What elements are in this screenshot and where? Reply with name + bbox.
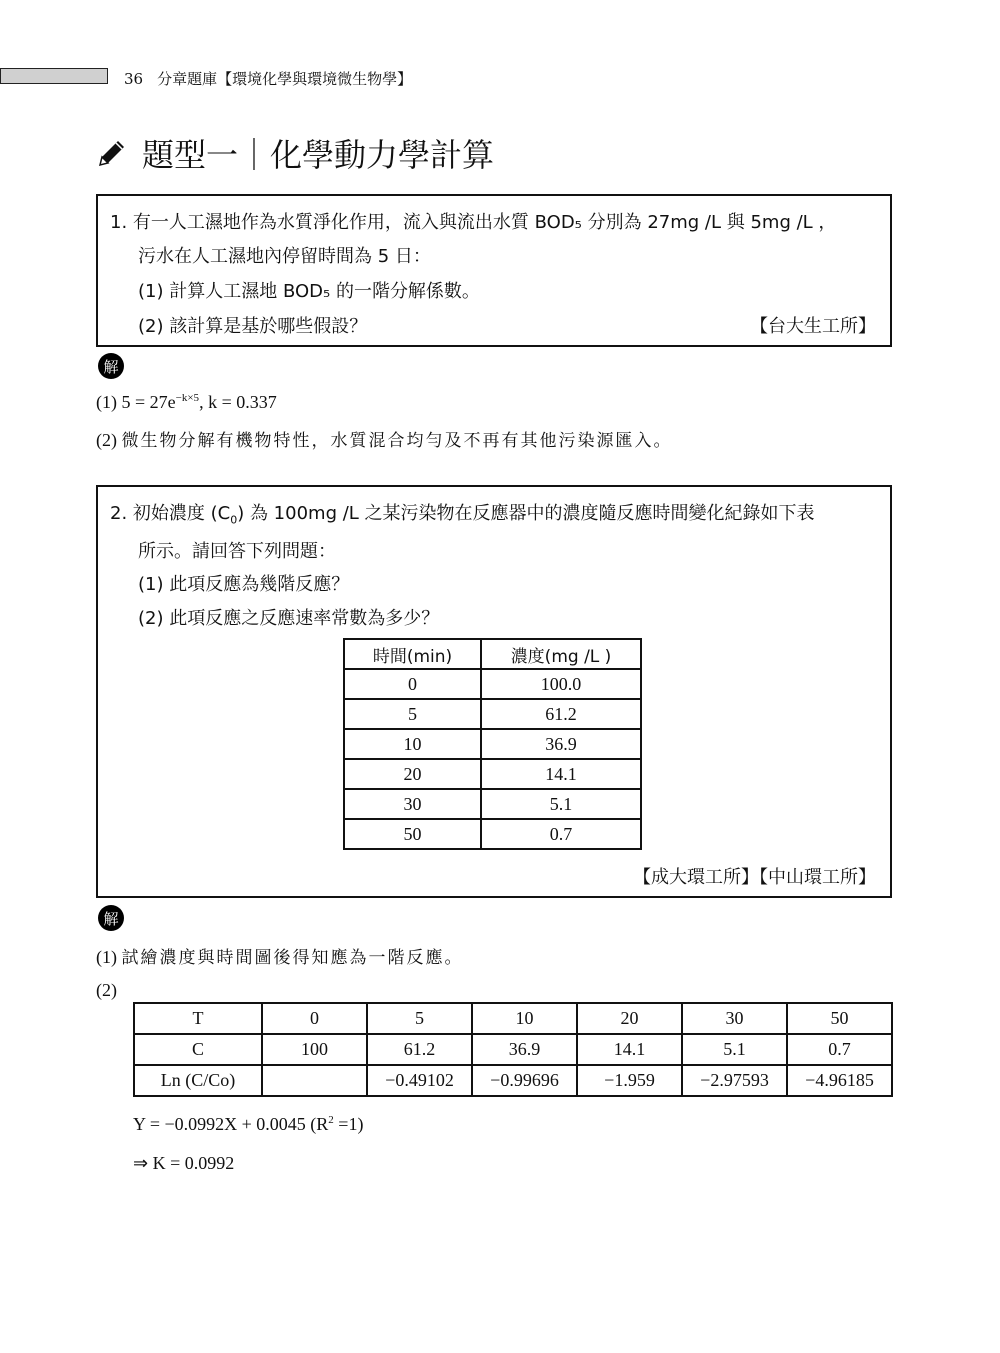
sol1-line-2-text: 微生物分解有機物特性，水質混合均勻及不再有其他污染源匯入。 (121, 431, 673, 451)
table-row (344, 759, 641, 789)
table-row (134, 1065, 892, 1096)
q1-source: 【台大生工所】 (750, 316, 876, 337)
table-cell: 14.1 (577, 1034, 682, 1065)
q2-line-1-post: ) 為 100mg /L 之某污染物在反應器中的濃度隨反應時間變化紀錄如下表 (237, 503, 815, 524)
table-cell: 0 (262, 1003, 367, 1034)
q2-line-2: 所示。請回答下列問題： (138, 541, 336, 562)
q2-source: 【成大環工所】【中山環工所】 (633, 867, 876, 888)
chapter-title: 分章題庫【環境化學與環境微生物學】 (157, 70, 413, 88)
cell-time: 5 (344, 699, 481, 729)
sol1-eq-post: , k = 0.337 (199, 392, 277, 412)
sol1-eq-exp: −k×5 (175, 392, 200, 404)
q2-part-2: (2) 此項反應之反應速率常數為多少？ (138, 608, 440, 629)
table-row (344, 819, 641, 849)
sol2-line-1-num: (1) (96, 947, 122, 967)
cell-concentration: 0.7 (481, 819, 641, 849)
q1-part-2: (2) 該計算是基於哪些假設？ (138, 316, 368, 337)
table-row (344, 699, 641, 729)
sol1-line-2 (96, 426, 673, 451)
table-cell: 20 (577, 1003, 682, 1034)
cell-concentration: 5.1 (481, 789, 641, 819)
sol1-line-1 (96, 392, 277, 413)
cell-time: 20 (344, 759, 481, 789)
table-cell: −1.959 (577, 1065, 682, 1096)
cell-time: 50 (344, 819, 481, 849)
table-cell: 0.7 (787, 1034, 892, 1065)
eq1-post: =1) (333, 1114, 364, 1134)
solution-2-badge: 解 (98, 905, 124, 931)
row-label: Ln (C/Co) (134, 1065, 262, 1096)
q1-part-1: (1) 計算人工濕地 BOD₅ 的一階分解係數。 (138, 281, 480, 302)
table-cell (262, 1065, 367, 1096)
running-header (124, 68, 412, 89)
section-title: 題型一｜化學動力學計算 (142, 136, 495, 174)
solution-1-badge: 解 (98, 353, 124, 379)
row-label: C (134, 1034, 262, 1065)
table-cell: 100 (262, 1034, 367, 1065)
header-bar (0, 68, 108, 84)
rate-constant-result: ⇒ K = 0.0992 (133, 1153, 235, 1173)
cell-concentration: 61.2 (481, 699, 641, 729)
q2-line-1 (110, 499, 815, 527)
table-cell: −0.99696 (472, 1065, 577, 1096)
header-concentration: 濃度(mg /L ) (481, 639, 641, 669)
section-heading (96, 130, 494, 176)
pencil-icon (96, 137, 128, 169)
table-cell: 30 (682, 1003, 787, 1034)
cell-time: 0 (344, 669, 481, 699)
ln-ratio-table (133, 1002, 893, 1097)
eq1-pre: Y = −0.0992X + 0.0045 (R (133, 1114, 329, 1134)
sol1-line-2-num: (2) (96, 430, 122, 450)
table-row (344, 669, 641, 699)
table-cell: 5.1 (682, 1034, 787, 1065)
cell-concentration: 100.0 (481, 669, 641, 699)
table-cell: 5 (367, 1003, 472, 1034)
sol2-line-2-num: (2) (96, 980, 117, 1000)
concentration-time-table (343, 638, 642, 850)
sol1-eq-pre: (1) 5 = 27e (96, 392, 176, 412)
table-row (134, 1003, 892, 1034)
regression-equation (133, 1114, 363, 1135)
table-cell: 10 (472, 1003, 577, 1034)
table-cell: −0.49102 (367, 1065, 472, 1096)
row-label: T (134, 1003, 262, 1034)
table-cell: 61.2 (367, 1034, 472, 1065)
table-header-row (344, 639, 641, 669)
q2-part-1: (1) 此項反應為幾階反應？ (138, 574, 350, 595)
q1-line-1: 1. 有一人工濕地作為水質淨化作用，流入與流出水質 BOD₅ 分別為 27mg /L 與 5mg /L ， (110, 212, 837, 233)
header-time: 時間(min) (344, 639, 481, 669)
cell-concentration: 36.9 (481, 729, 641, 759)
q2-line-1-sub: 0 (230, 513, 238, 527)
table-cell: −2.97593 (682, 1065, 787, 1096)
table-row (344, 729, 641, 759)
q1-line-2: 污水在人工濕地內停留時間為 5 日： (138, 246, 431, 267)
table-row (134, 1034, 892, 1065)
q2-line-1-pre: 2. 初始濃度 (C (110, 503, 231, 524)
table-cell: −4.96185 (787, 1065, 892, 1096)
eq1-sup: 2 (328, 1114, 334, 1126)
sol2-line-1-text: 試繪濃度與時間圖後得知應為一階反應。 (121, 948, 464, 968)
cell-time: 10 (344, 729, 481, 759)
table-row (344, 789, 641, 819)
table-cell: 36.9 (472, 1034, 577, 1065)
cell-time: 30 (344, 789, 481, 819)
table-cell: 50 (787, 1003, 892, 1034)
cell-concentration: 14.1 (481, 759, 641, 789)
question-1-box (96, 194, 892, 347)
sol2-line-1 (96, 943, 464, 968)
page-number: 36 (124, 70, 144, 88)
